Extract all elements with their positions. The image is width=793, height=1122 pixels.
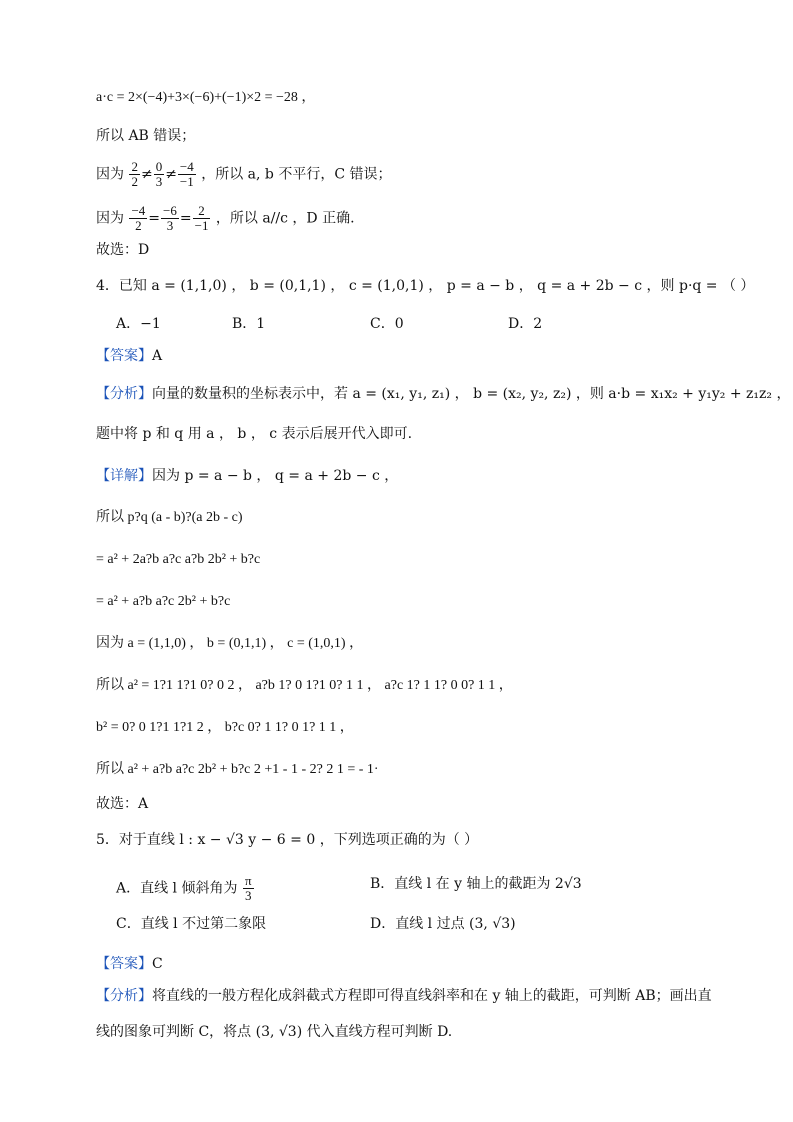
detail-line-5: 所以 a² = 1?1 1?1 0? 0 2 ， a?b 1? 0 1?1 0? 1 1 ， a?c 1? 1 1? 0 0? 1 1 ，	[96, 678, 513, 693]
analysis-text: 向量的数量积的坐标表示中，若 a = (x₁, y₁, z₁) ， b = (x₂, y₂, z₂) ，则 a·b = x₁x₂ + y₁y₂ + z₁z₂ ，	[152, 386, 791, 402]
fraction-line-1: 因为 $\frac{2}{2}$ ≠ $\frac{0}{3}$ ≠ $\frac{-4}{-1}$ ，所以 a, b 不平行，C 错误；	[96, 159, 392, 189]
fraction	[193, 204, 211, 233]
q4-option-c: C．0	[370, 316, 404, 332]
choose-a: 故选：A	[96, 796, 149, 812]
text: ，所以 a//c ，D 正确.	[215, 210, 355, 227]
analysis-tag: 【分析】	[96, 988, 152, 1004]
denominator: 2	[135, 218, 142, 233]
answer-tag: 【答案】	[96, 956, 152, 972]
fraction	[129, 204, 147, 233]
q5-option-a	[116, 874, 255, 903]
q5-option-b: B．直线 l 在 y 轴上的截距为 2√3	[370, 876, 582, 892]
option-text: A．直线 l 倾斜角为	[116, 880, 238, 897]
detail-4	[96, 466, 398, 486]
text: ，所以 a, b 不平行，C 错误；	[201, 166, 392, 183]
fraction	[161, 204, 179, 233]
text: 因为	[96, 166, 124, 183]
denominator: −1	[194, 218, 209, 233]
numerator: 2	[193, 204, 211, 219]
conclusion-ab-wrong: 所以 AB 错误；	[96, 128, 196, 144]
text: 因为	[96, 210, 124, 227]
numerator: −4	[179, 159, 194, 174]
fraction	[129, 160, 140, 189]
analysis-text: 将直线的一般方程化成斜截式方程即可得直线斜率和在 y 轴上的截距，可判断 AB；画出直	[152, 988, 712, 1004]
fraction	[243, 874, 254, 903]
q4-option-a: A．−1	[116, 316, 161, 332]
fraction	[178, 160, 196, 189]
analysis-4-cont: 题中将 p 和 q 用 a ， b ， c 表示后展开代入即可.	[96, 426, 413, 442]
question-5: 5．对于直线 l : x − √3 y − 6 = 0 ，下列选项正确的为（ ）	[96, 832, 479, 848]
answer-value: A	[152, 348, 163, 364]
numerator: −6	[163, 203, 177, 218]
detail-line-7: 所以 a² + a?b a?c 2b² + b?c 2 +1 - 1 - 2? 2 1 = - 1·	[96, 762, 379, 777]
denominator: 2	[131, 174, 138, 189]
denominator: 3	[166, 218, 174, 233]
detail-line-6: b² = 0? 0 1?1 1?1 2 ， b?c 0? 1 1? 0 1? 1 1 ，	[96, 720, 354, 735]
answer-tag: 【答案】	[96, 348, 152, 364]
analysis-4	[96, 384, 790, 404]
denominator: −1	[179, 174, 194, 189]
analysis-5-cont: 线的图象可判断 C，将点 (3, √3) 代入直线方程可判断 D.	[96, 1024, 453, 1040]
calc-line-ac: a·c = 2×(−4)+3×(−6)+(−1)×2 = −28 ，	[96, 90, 316, 105]
detail-text: 因为 p = a − b ， q = a + 2b − c ，	[152, 468, 399, 484]
q5-option-c: C．直线 l 不过第二象限	[116, 916, 267, 932]
detail-line-1: 所以 p?q (a - b)?(a 2b - c)	[96, 510, 243, 525]
answer-4	[96, 346, 162, 366]
denominator: 3	[244, 888, 252, 903]
detail-line-4: 因为 a = (1,1,0) ， b = (0,1,1) ， c = (1,0,1) ，	[96, 636, 364, 651]
answer-5	[96, 954, 163, 974]
fraction	[154, 160, 165, 189]
detail-line-3: = a² + a?b a?c 2b² + b?c	[96, 594, 231, 609]
analysis-tag: 【分析】	[96, 386, 152, 402]
detail-tag: 【详解】	[96, 468, 152, 484]
q4-option-d: D．2	[508, 316, 543, 332]
denominator: 3	[155, 174, 163, 189]
analysis-5	[96, 986, 712, 1006]
numerator: 2	[131, 159, 138, 174]
numerator: −4	[131, 203, 146, 218]
numerator: 0	[155, 159, 163, 174]
fraction-line-2: 因为 $\frac{-4}{2}$ = $\frac{-6}{3}$ = $\frac{2}{-1}$ ，所以 a//c ，D 正确.	[96, 203, 355, 233]
question-4: 4．已知 a = (1,1,0) ， b = (0,1,1) ， c = (1,0,1) ， p = a − b ， q = a + 2b − c ，则 p·q = （ ）	[96, 278, 755, 294]
q5-option-d: D．直线 l 过点 (3, √3)	[370, 916, 516, 932]
numerator: π	[244, 873, 252, 888]
detail-line-2: = a² + 2a?b a?c a?b 2b² + b?c	[96, 552, 261, 567]
q4-option-b: B．1	[232, 316, 266, 332]
choose-d: 故选：D	[96, 242, 150, 258]
answer-value: C	[152, 956, 163, 972]
